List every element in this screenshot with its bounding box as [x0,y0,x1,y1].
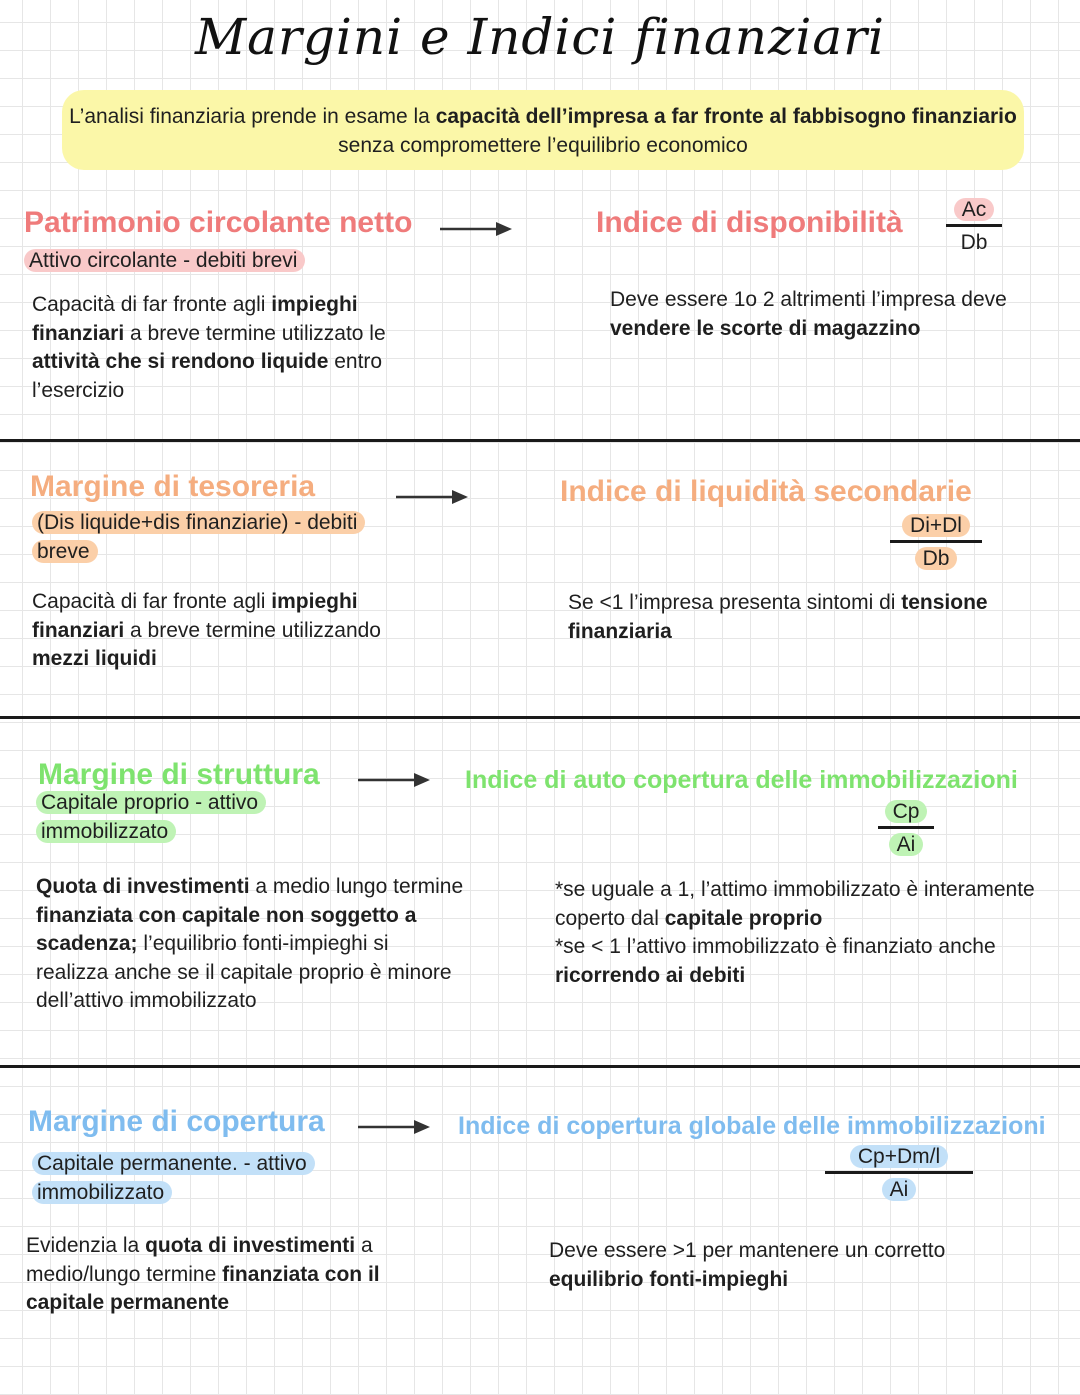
fraction-autocopertura [878,798,934,858]
index-desc-liquidita [568,589,1058,646]
fraction-bar [946,224,1002,227]
index-desc-bold: tensione finanziaria [568,591,988,643]
formula-text: Capitale proprio - attivo immobilizzato [36,791,266,843]
formula-circolante [24,246,384,275]
fraction-numerator: Ac [954,198,995,221]
fraction-numerator: Cp [885,800,928,823]
desc-text: Evidenzia la [26,1234,146,1257]
desc-text: a medio/lungo termine [26,1234,373,1286]
formula-text: Attivo circolante - debiti brevi [24,249,305,272]
index-desc-bold: vendere le scorte di magazzino [610,316,921,340]
index-desc-text: *se uguale a 1, l’attimo immobilizzato è interamente coperto dal [555,878,1035,930]
desc-circolante [32,291,452,405]
arrow-right-icon [440,219,512,239]
desc-bold: finanziata con capitale non soggetto a scadenza; [36,903,417,955]
intro-box [62,90,1024,170]
arrow-right-icon [358,1117,430,1137]
desc-bold: Quota di investimenti [36,875,250,898]
index-title-copertura-globale: Indice di copertura globale delle immobilizzazioni [458,1112,1046,1140]
section-divider [0,1065,1080,1068]
fraction-bar [825,1171,973,1174]
intro-text-end: senza compromettere l’equilibrio economico [338,134,748,157]
index-title-liquidita: Indice di liquidità secondarie [560,475,972,508]
section-divider [0,716,1080,719]
desc-text: a breve termine utilizzato le [124,321,386,345]
section-divider [0,439,1080,442]
desc-struttura [36,873,466,1016]
desc-bold: impieghi finanziari [32,590,358,642]
index-desc-disponibilita [610,286,1010,343]
fraction-denominator: Db [915,547,958,570]
fraction-denominator: Db [960,231,988,254]
intro-bold: capacità dell’impresa a far fronte al fabbisogno finanziario [435,105,1017,128]
desc-bold: quota di investimenti [145,1234,356,1257]
arrow-right-icon [396,487,468,507]
fraction-bar [878,826,934,829]
fraction-disponibilita [946,196,1002,256]
desc-text: Capacità di far fronte agli [32,293,272,316]
formula-text: Capitale permanente. - attivo immobilizzato [32,1152,315,1204]
desc-tesoreria [32,588,382,674]
desc-text: a medio lungo termine [249,875,464,898]
page-title: Margini e Indici finanziari [194,8,886,66]
fraction-numerator: Cp+Dm/l [850,1145,948,1168]
index-desc-bold: equilibrio fonti-impieghi [549,1267,789,1291]
index-desc-text: Se <1 l’impresa presenta sintomi di [568,591,902,614]
margin-title-tesoreria: Margine di tesoreria [30,470,316,503]
desc-text: Capacità di far fronte agli [32,590,272,613]
fraction-numerator: Di+Dl [902,514,970,537]
formula-struttura [36,788,336,846]
desc-copertura [26,1232,406,1318]
index-desc-bold: ricorrendo ai debiti [555,963,746,987]
margin-title-struttura: Margine di struttura [38,758,320,791]
intro-text: L’analisi finanziaria prende in esame la [69,105,436,128]
index-title-disponibilita: Indice di disponibilità [596,206,903,239]
desc-bold: finanziata con il capitale permanente [26,1262,380,1314]
formula-tesoreria [32,508,372,566]
desc-text: a breve termine utilizzando [124,618,381,642]
desc-bold: impieghi finanziari [32,293,358,345]
index-desc-bold: capitale proprio [664,906,823,930]
fraction-copertura-globale [825,1143,973,1203]
desc-text: entro l’esercizio [32,350,383,402]
index-desc-autocopertura [555,876,1055,990]
desc-bold: attività che si rendono liquide [32,350,329,373]
margin-title-circolante: Patrimonio circolante netto [24,206,413,239]
index-title-autocopertura: Indice di auto copertura delle immobilizzazioni [465,766,1018,794]
fraction-denominator: Ai [882,1178,917,1201]
desc-bold: mezzi liquidi [32,647,157,670]
fraction-liquidita [890,512,982,572]
margin-title-copertura: Margine di copertura [28,1105,325,1138]
index-desc-text: Deve essere 1o 2 altrimenti l’impresa deve [610,288,1007,311]
arrow-right-icon [358,770,430,790]
fraction-denominator: Ai [889,833,924,856]
desc-text: l’equilibrio fonti-impieghi si realizza anche se il capitale proprio è minore dell’attivo immobilizzato [36,932,452,1012]
formula-text: (Dis liquide+dis finanziarie) - debiti breve [32,511,365,563]
fraction-bar [890,540,982,543]
index-desc-copertura-globale [549,1237,1009,1294]
index-desc-text: Deve essere >1 per mantenere un corretto [549,1239,946,1262]
formula-copertura [32,1149,312,1207]
index-desc-text: *se < 1 l’attivo immobilizzato è finanziato anche [555,935,996,958]
